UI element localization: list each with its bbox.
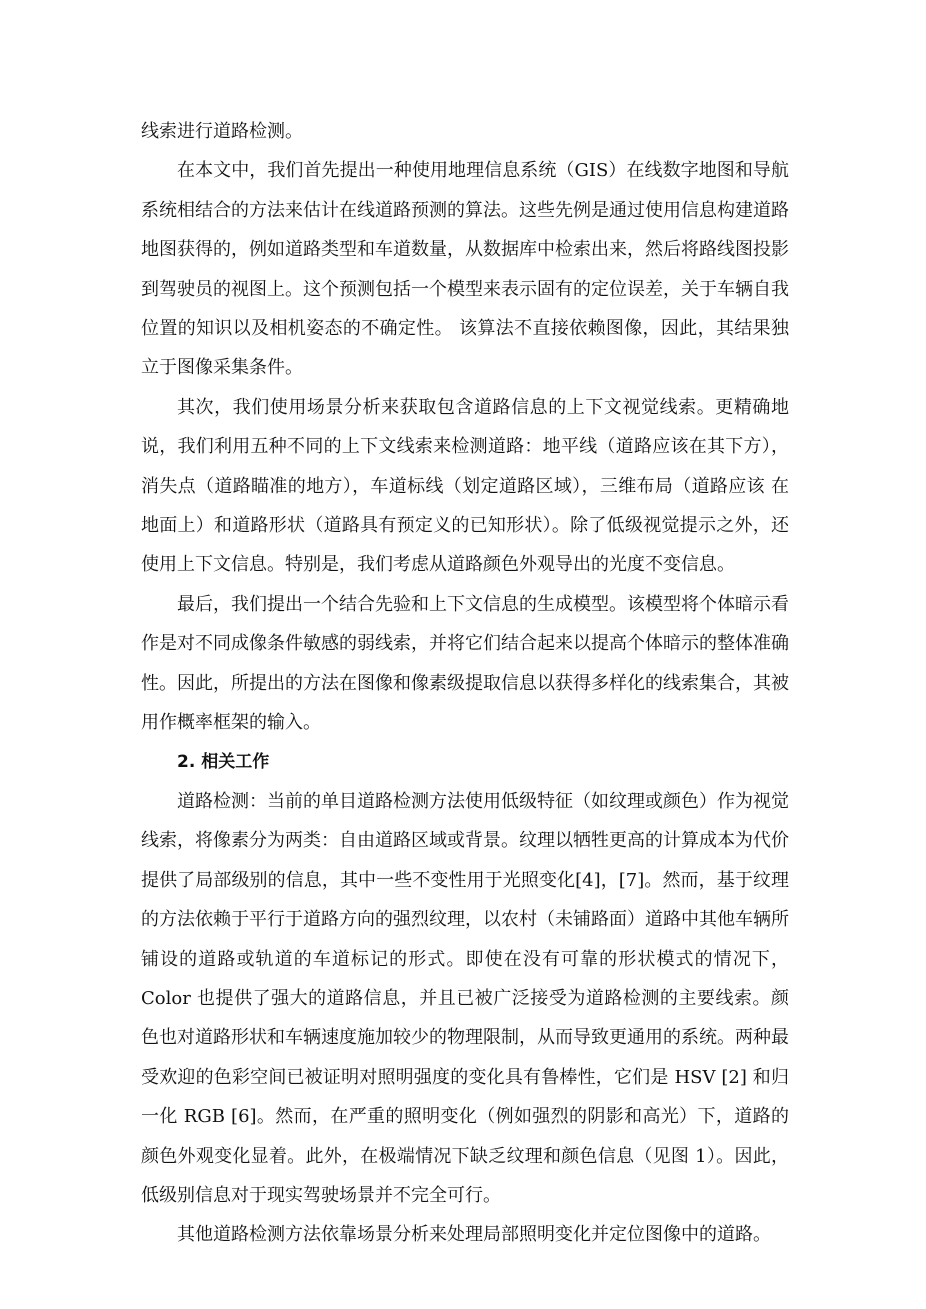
paragraph-gis-method: 在本文中，我们首先提出一种使用地理信息系统（GIS）在线数字地图和导航系统相结合的方法来估计在线道路预测的算法。这些先例是通过使用信息构建道路地图获得的，例如道路类型和车道数量，从数据库中检索出来，然后将路线图投影到驾驶员的视图上。这个预测包括一个模型来表示固有的定位误差，关于车辆自我位置的知识以及相机姿态的不确定性。 该算法不直接依赖图像，因此，其结果独立于图像采集条件。: [141, 160, 789, 379]
paragraph-contextual-cues: 其次，我们使用场景分析来获取包含道路信息的上下文视觉线索。更精确地说，我们利用五种不同的上下文线索来检测道路：地平线（道路应该在其下方），消失点（道路瞄准的地方），车道标线（划定道路区域），三维布局（道路应该 在地面上）和道路形状（道路具有预定义的已知形状）。除了低级视觉提示之外，还使用上下文信息。特别是，我们考虑从道路颜色外观导出的光度不变信息。: [141, 396, 789, 576]
paragraph-generative-model: 最后，我们提出一个结合先验和上下文信息的生成模型。该模型将个体暗示看作是对不同成像条件敏感的弱线索，并将它们结合起来以提高个体暗示的整体准确性。因此，所提出的方法在图像和像素级提取信息以获得多样化的线索集合，其被用作概率框架的输入。: [141, 593, 789, 734]
section-heading: 2. 相关工作: [177, 751, 270, 772]
paragraph-continuation: 线索进行道路检测。: [141, 121, 303, 142]
paragraph-scene-analysis: 其他道路检测方法依靠场景分析来处理局部照明变化并定位图像中的道路。: [177, 1224, 771, 1246]
paragraph-road-detection: 道路检测：当前的单目道路检测方法使用低级特征（如纹理或颜色）作为视觉线索，将像素分为两类：自由道路区域或背景。纹理以牺牲更高的计算成本为代价提供了局部级别的信息，其中一些不变性用于光照变化[4]，[7]。然而，基于纹理的方法依赖于平行于道路方向的强烈纹理，以农村（未铺路面）道路中其他车辆所铺设的道路或轨道的车道标记的形式。即使在没有可靠的形状模式的情况下，Color 也提供了强大的道路信息，并且已被广泛接受为道路检测的主要线索。颜色也对道路形状和车辆速度施加较少的物理限制，从而导致更通用的系统。两种最受欢迎的色彩空间已被证明对照明强度的变化具有鲁棒性，它们是 HSV [2] 和归一化 RGB [6]。然而，在严重的照明变化（例如强烈的阴影和高光）下，道路的颜色外观变化显着。此外，在极端情况下缺乏纹理和颜色信息（见图 1）。因此，低级别信息对于现实驾驶场景并不完全可行。: [141, 790, 789, 1206]
document-page: [141, 112, 789, 1255]
